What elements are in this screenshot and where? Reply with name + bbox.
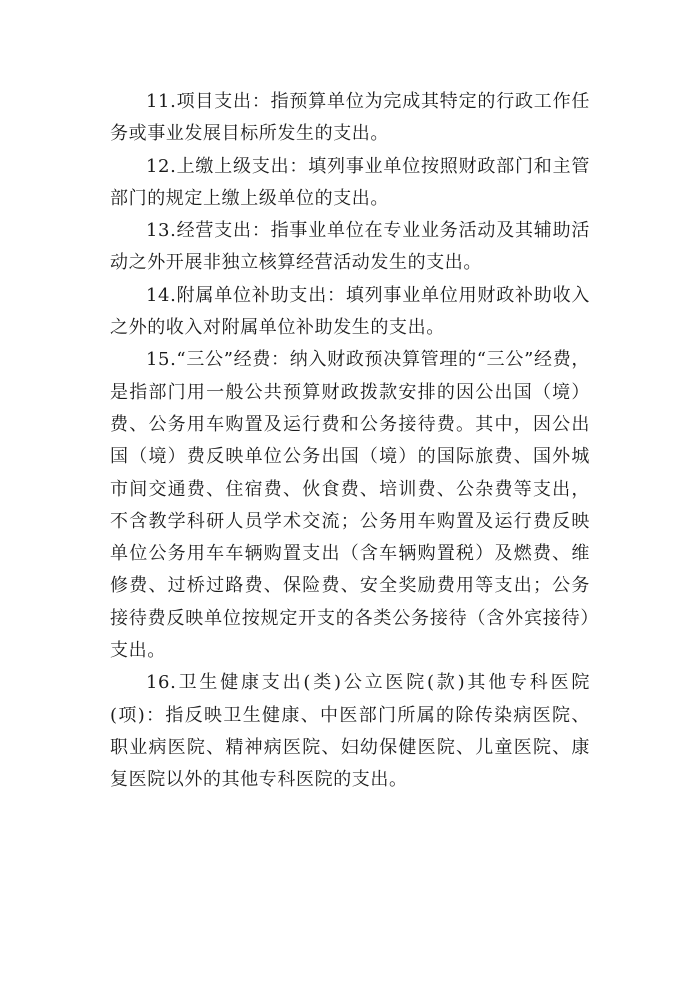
paragraph-item-16: 16.卫生健康支出(类)公立医院(款)其他专科医院(项)：指反映卫生健康、中医部门所属的除传染病医院、职业病医院、精神病医院、妇幼保健医院、儿童医院、康复医院以外的其他专科医院的支出。 <box>110 672 590 791</box>
paragraph-item-13: 13.经营支出：指事业单位在专业业务活动及其辅助活动之外开展非独立核算经营活动发生的支出。 <box>110 220 590 274</box>
paragraph-item-12: 12.上缴上级支出：填列事业单位按照财政部门和主管部门的规定上缴上级单位的支出。 <box>110 155 590 209</box>
paragraph-item-15: 15.“三公”经费：纳入财政预决算管理的“三公”经费，是指部门用一般公共预算财政拨款安排的因公出国（境）费、公务用车购置及运行费和公务接待费。其中，因公出国（境）费反映单位公务出国（境）的国际旅费、国外城市间交通费、住宿费、伙食费、培训费、公杂费等支出，不含教学科研人员学术交流；公务用车购置及运行费反映单位公务用车车辆购置支出（含车辆购置税）及燃费、维修费、过桥过路费、保险费、安全奖励费用等支出；公务接待费反映单位按规定开支的各类公务接待（含外宾接待）支出。 <box>110 349 590 662</box>
paragraph-item-14: 14.附属单位补助支出：填列事业单位用财政补助收入之外的收入对附属单位补助发生的支出。 <box>110 284 590 339</box>
paragraph-item-11: 11.项目支出：指预算单位为完成其特定的行政工作任务或事业发展目标所发生的支出。 <box>110 91 590 145</box>
